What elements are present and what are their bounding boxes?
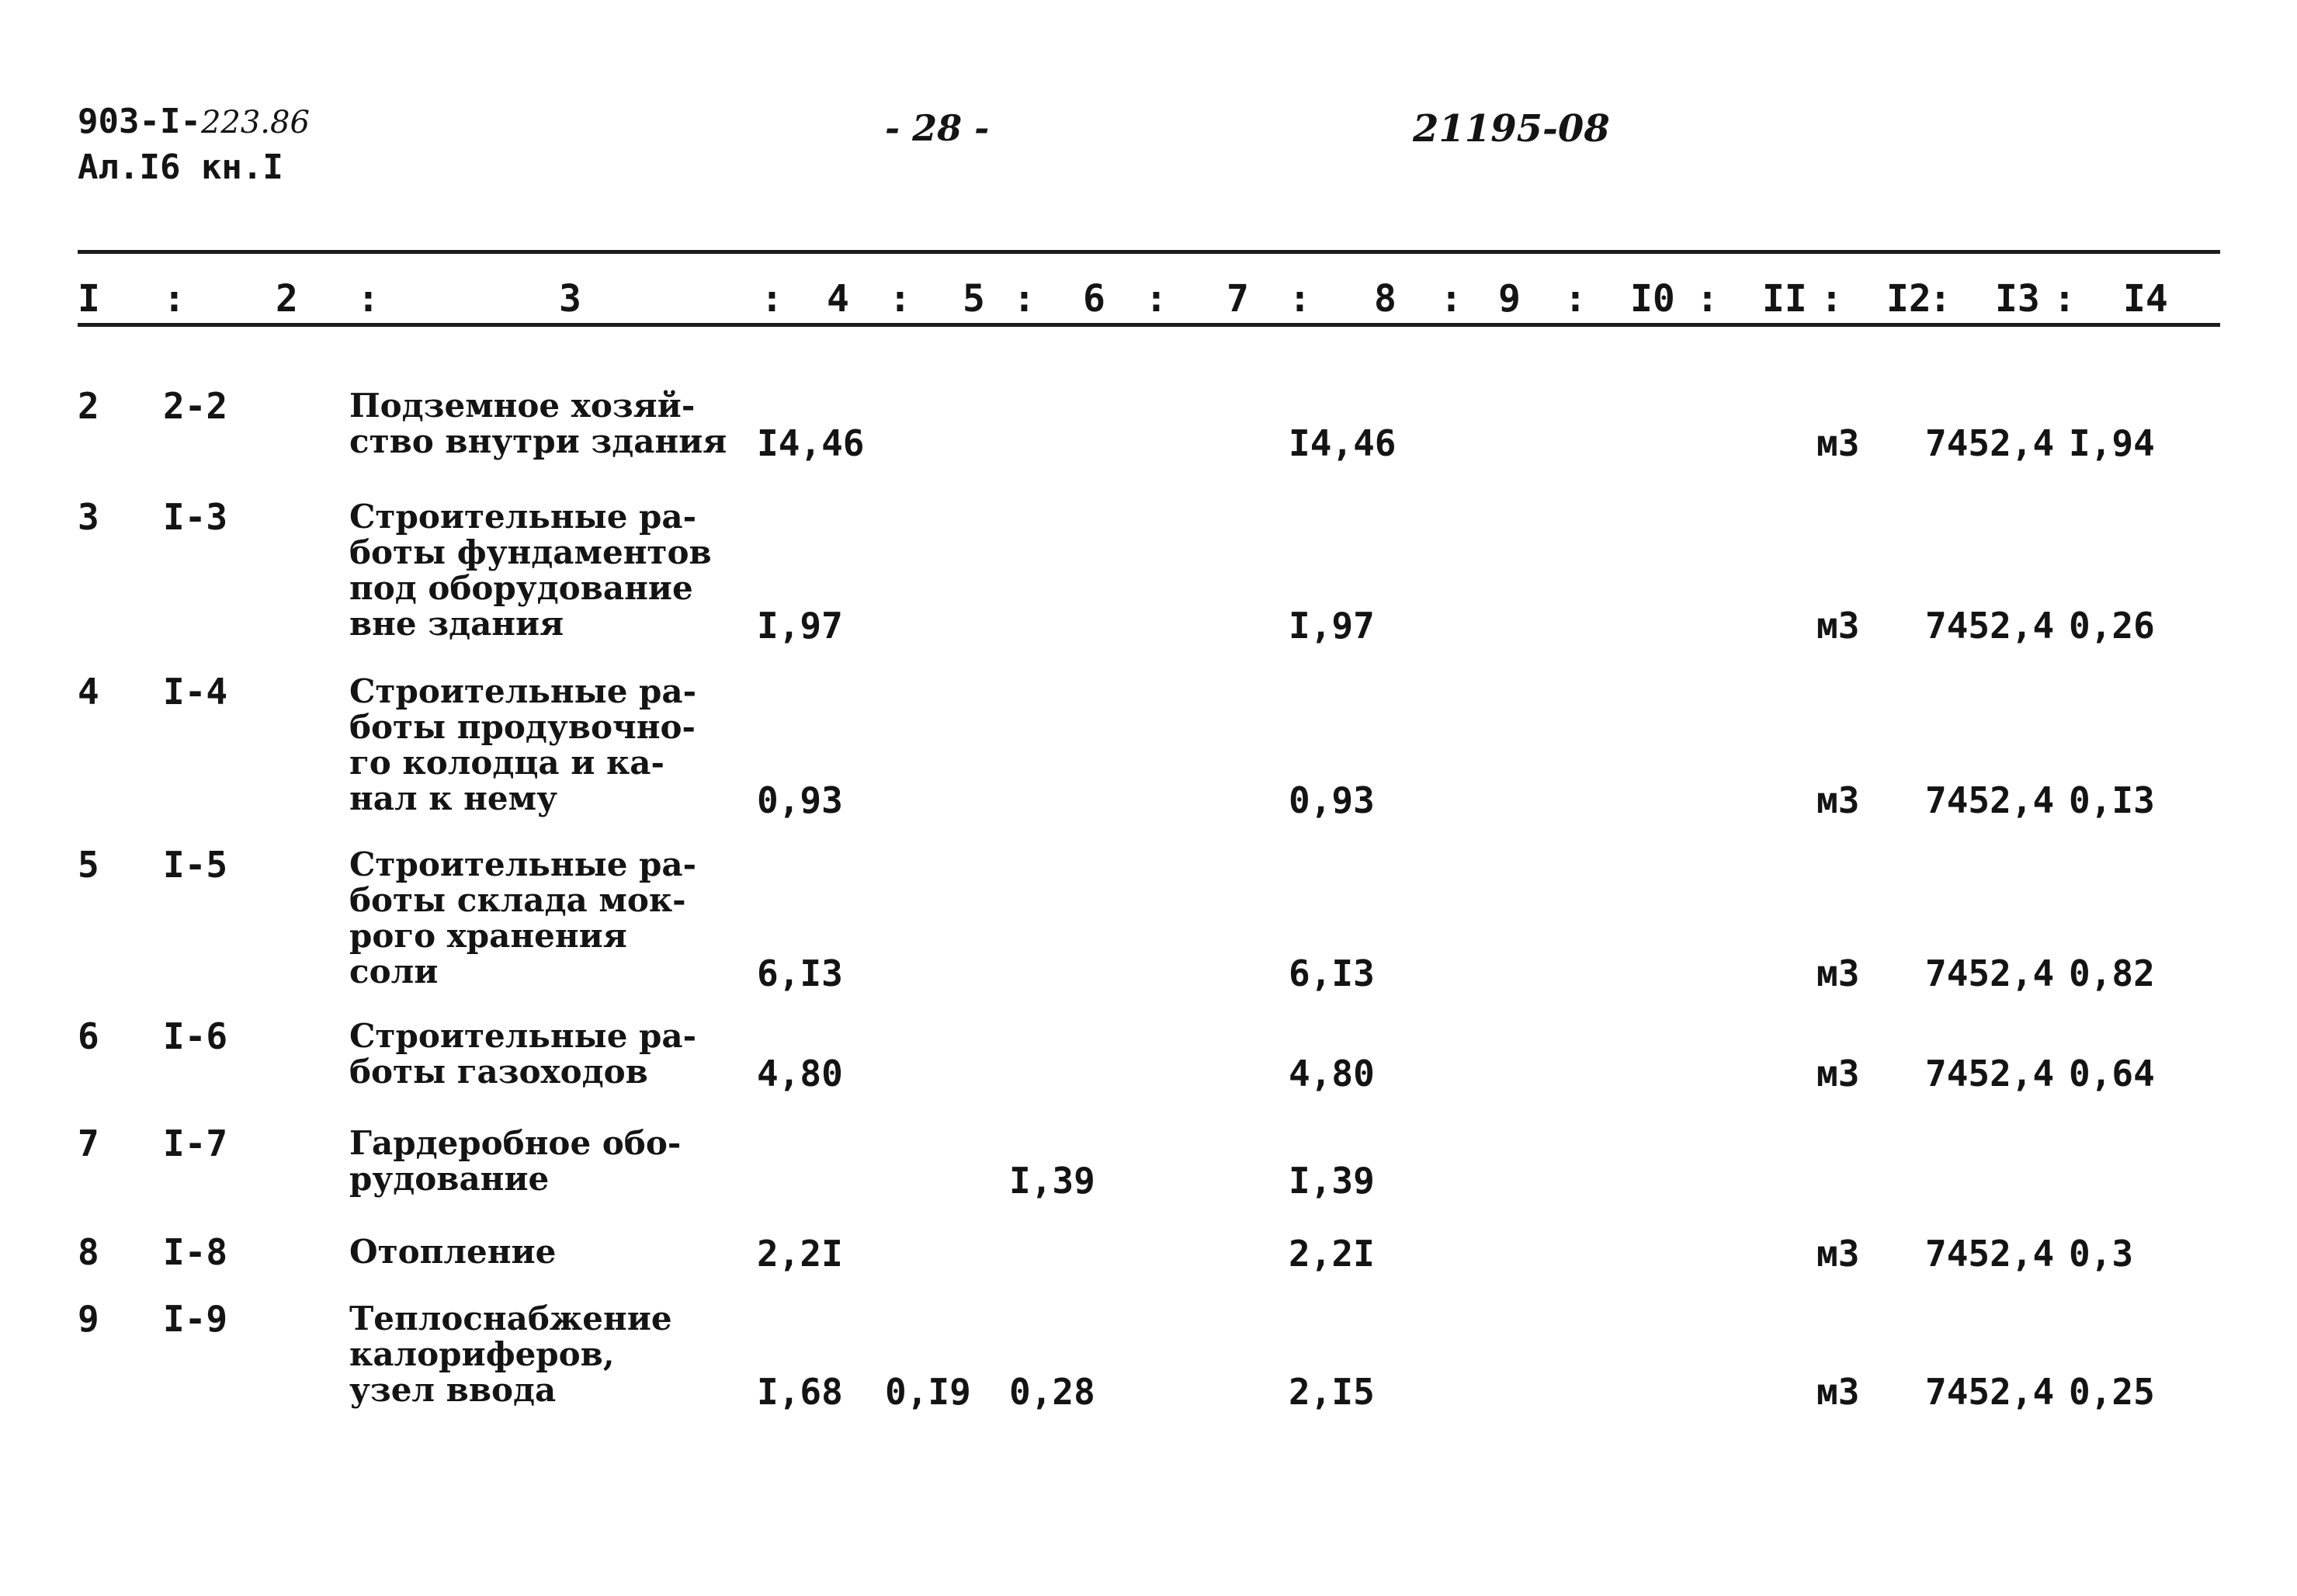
cell-n: 6 bbox=[78, 1015, 99, 1057]
column-number-header bbox=[0, 276, 2297, 322]
column-separator: : bbox=[2053, 277, 2076, 321]
cell-unit: м3 bbox=[1816, 605, 1860, 647]
cell-c5: 0,I9 bbox=[885, 1371, 971, 1413]
cell-code: I-3 bbox=[163, 496, 228, 538]
cell-c14: 0,64 bbox=[2069, 1053, 2155, 1095]
cell-c13: 7452,4 bbox=[1925, 1233, 2055, 1275]
column-separator: : bbox=[357, 277, 380, 321]
cell-c13: 7452,4 bbox=[1925, 952, 2055, 994]
cell-unit: м3 bbox=[1816, 779, 1860, 821]
column-separator: : bbox=[1289, 277, 1311, 321]
cell-c14: 0,3 bbox=[2069, 1233, 2134, 1275]
cell-c4: 2,2I bbox=[757, 1233, 843, 1275]
cell-c13: 7452,4 bbox=[1925, 1053, 2055, 1095]
cell-c4: I,68 bbox=[757, 1371, 843, 1413]
cell-unit: м3 bbox=[1816, 1233, 1860, 1275]
cell-c4: I,97 bbox=[757, 605, 843, 647]
column-separator: : bbox=[889, 277, 911, 321]
table-header-rule bbox=[78, 323, 2220, 327]
cell-c14: 0,25 bbox=[2069, 1371, 2155, 1413]
cell-c13: 7452,4 bbox=[1925, 422, 2055, 464]
cell-c8: 0,93 bbox=[1289, 779, 1375, 821]
column-header-11: II bbox=[1762, 277, 1807, 321]
column-separator: : bbox=[1696, 277, 1719, 321]
cell-c8: 2,I5 bbox=[1289, 1371, 1375, 1413]
cell-c8: 4,80 bbox=[1289, 1053, 1375, 1095]
cell-name: Строительные ра- боты продувочно- го колодца и ка- нал к нему bbox=[349, 672, 697, 817]
cell-name: Строительные ра- боты фундаментов под оборудование вне здания bbox=[349, 498, 712, 643]
cell-c8: I4,46 bbox=[1289, 422, 1397, 464]
column-header-5: 5 bbox=[963, 277, 985, 321]
inventory-number: 21195-08 bbox=[1413, 107, 1610, 151]
cell-c8: 2,2I bbox=[1289, 1233, 1375, 1275]
cell-n: 9 bbox=[78, 1298, 99, 1340]
cell-name: Строительные ра- боты газоходов bbox=[349, 1017, 697, 1091]
column-header-14: I4 bbox=[2123, 277, 2168, 321]
column-header-4: 4 bbox=[827, 277, 849, 321]
cell-c4: 6,I3 bbox=[757, 952, 843, 994]
cell-name: Отопление bbox=[349, 1233, 557, 1271]
cell-code: 2-2 bbox=[163, 385, 228, 427]
column-header-2: 2 bbox=[276, 277, 298, 321]
cell-unit: м3 bbox=[1816, 422, 1860, 464]
cell-c6: 0,28 bbox=[1009, 1371, 1095, 1413]
column-header-7: 7 bbox=[1227, 277, 1249, 321]
cell-c14: I,94 bbox=[2069, 422, 2155, 464]
cell-c14: 0,I3 bbox=[2069, 779, 2155, 821]
cell-code: I-9 bbox=[163, 1298, 228, 1340]
cell-unit: м3 bbox=[1816, 952, 1860, 994]
album-book: Ал.I6 кн.I bbox=[78, 147, 283, 187]
column-separator: : bbox=[163, 277, 186, 321]
column-separator: : bbox=[1820, 277, 1843, 321]
column-header-3: 3 bbox=[559, 277, 581, 321]
cell-n: 3 bbox=[78, 496, 99, 538]
cell-name: Подземное хозяй- ство внутри здания bbox=[349, 387, 727, 460]
cell-code: I-6 bbox=[163, 1015, 228, 1057]
column-header-13: I3 bbox=[1995, 277, 2040, 321]
doc-code-prefix: 903-I- bbox=[78, 102, 201, 141]
column-header-6: 6 bbox=[1083, 277, 1105, 321]
column-header-1: I bbox=[78, 277, 100, 321]
column-separator: : bbox=[1929, 277, 1952, 321]
cell-n: 2 bbox=[78, 385, 99, 427]
column-header-9: 9 bbox=[1498, 277, 1521, 321]
page-number: - 28 - bbox=[885, 107, 990, 149]
column-header-8: 8 bbox=[1374, 277, 1397, 321]
cell-c6: I,39 bbox=[1009, 1160, 1095, 1202]
cell-c13: 7452,4 bbox=[1925, 605, 2055, 647]
column-separator: : bbox=[1440, 277, 1463, 321]
cell-c14: 0,26 bbox=[2069, 605, 2155, 647]
cell-c4: 4,80 bbox=[757, 1053, 843, 1095]
document-code bbox=[78, 99, 310, 190]
cell-c13: 7452,4 bbox=[1925, 779, 2055, 821]
cell-n: 5 bbox=[78, 844, 99, 886]
doc-code-handwritten: 223.86 bbox=[200, 105, 310, 141]
cell-code: I-5 bbox=[163, 844, 228, 886]
cell-c8: 6,I3 bbox=[1289, 952, 1375, 994]
table-top-rule bbox=[78, 250, 2220, 254]
cell-name: Строительные ра- боты склада мок- рого хранения соли bbox=[349, 845, 697, 991]
cell-name: Гардеробное обо- рудование bbox=[349, 1124, 682, 1198]
cell-c13: 7452,4 bbox=[1925, 1371, 2055, 1413]
cell-code: I-4 bbox=[163, 671, 228, 713]
column-header-12: I2 bbox=[1886, 277, 1931, 321]
column-header-10: I0 bbox=[1630, 277, 1675, 321]
cell-n: 4 bbox=[78, 671, 99, 713]
column-separator: : bbox=[1145, 277, 1168, 321]
cell-n: 7 bbox=[78, 1122, 99, 1164]
column-separator: : bbox=[1013, 277, 1036, 321]
column-separator: : bbox=[1564, 277, 1587, 321]
cell-c14: 0,82 bbox=[2069, 952, 2155, 994]
cell-unit: м3 bbox=[1816, 1371, 1860, 1413]
cell-name: Теплоснабжение калориферов, узел ввода bbox=[349, 1299, 672, 1409]
cell-unit: м3 bbox=[1816, 1053, 1860, 1095]
cell-c8: I,39 bbox=[1289, 1160, 1375, 1202]
cell-c4: 0,93 bbox=[757, 779, 843, 821]
cell-code: I-8 bbox=[163, 1231, 228, 1273]
column-separator: : bbox=[761, 277, 783, 321]
cell-c8: I,97 bbox=[1289, 605, 1375, 647]
cell-n: 8 bbox=[78, 1231, 99, 1273]
cell-code: I-7 bbox=[163, 1122, 228, 1164]
cell-c4: I4,46 bbox=[757, 422, 865, 464]
